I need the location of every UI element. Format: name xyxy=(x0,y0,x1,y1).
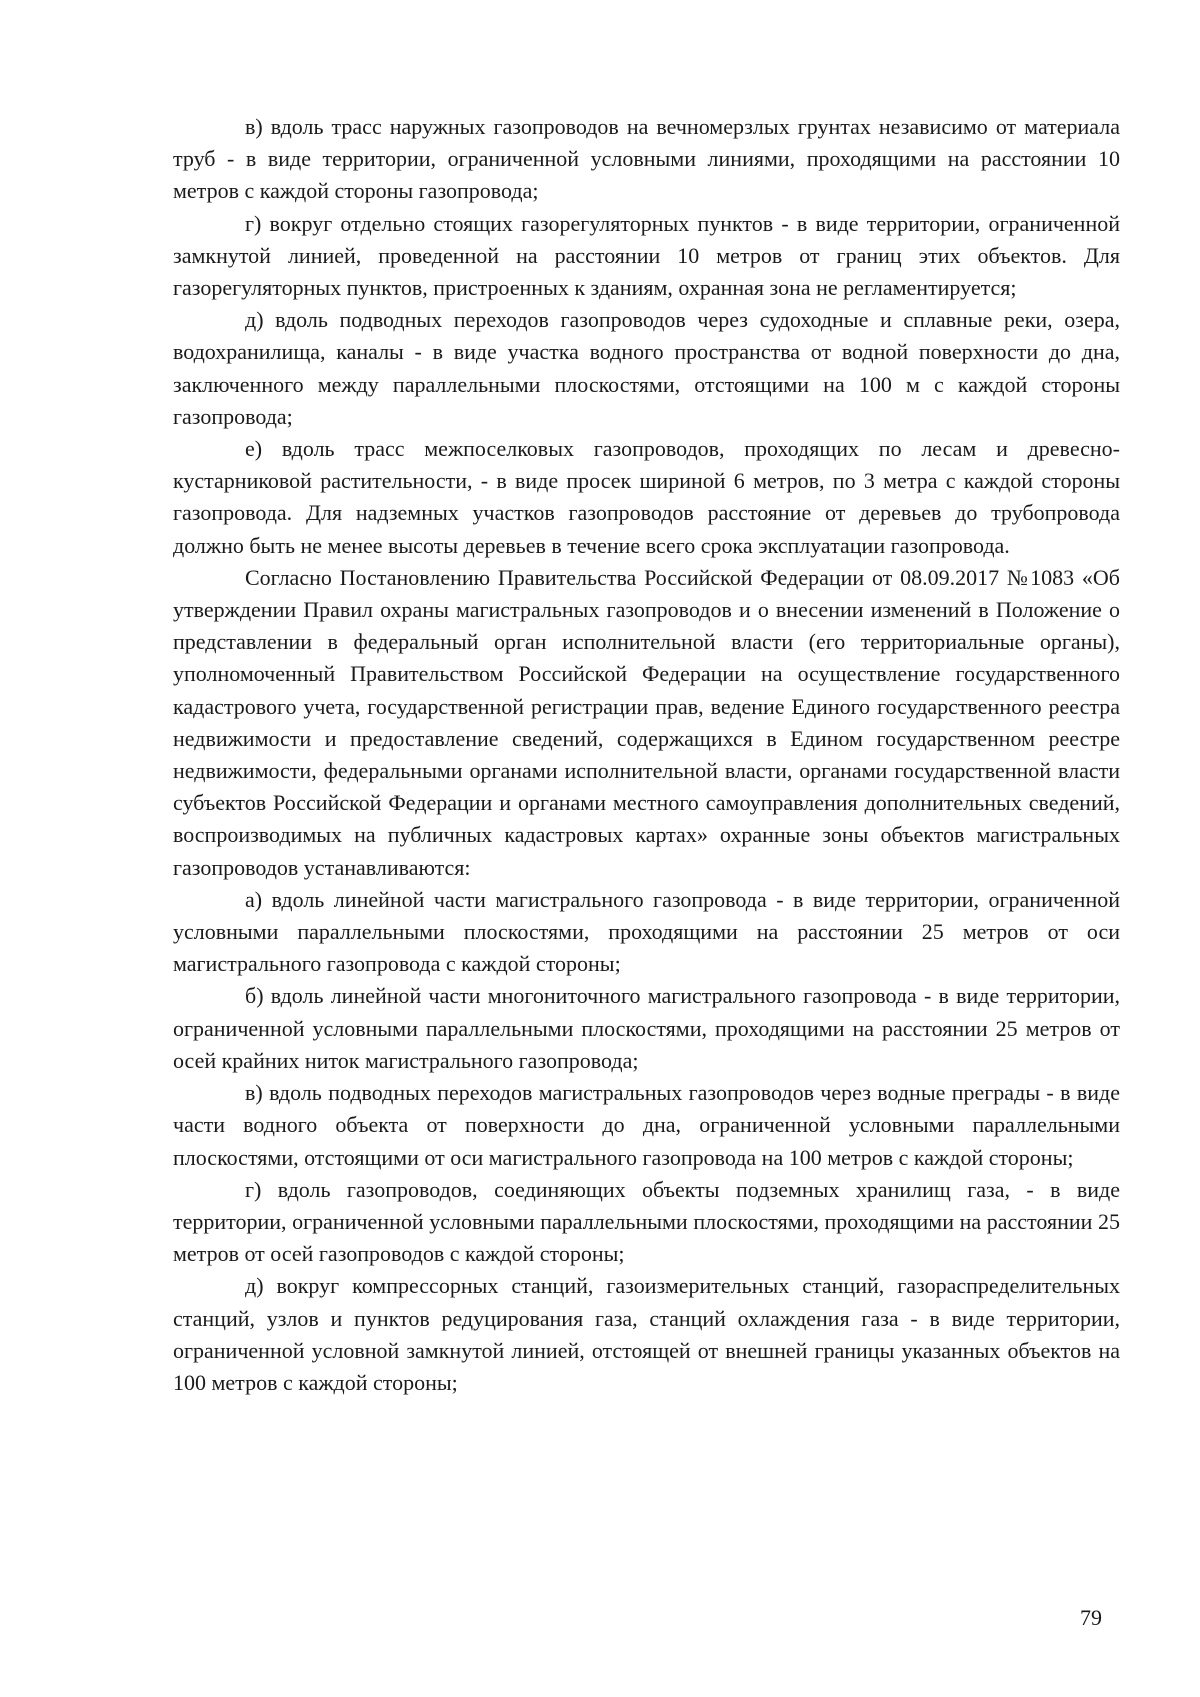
paragraph-e-forest-clearings: е) вдоль трасс межпоселковых газопроводов, проходящих по лесам и древесно-кустарниковой растительности, - в виде просек шириной 6 метров, по 3 метра с каждой стороны газопровода. Для надземных участков газопроводов расстояние от деревьев до трубопровода должно быть не менее высоты деревьев в течение всего срока эксплуатации газопровода. xyxy=(173,436,1120,558)
paragraph-government-decree: Согласно Постановлению Правительства Российской Федерации от 08.09.2017 №1083 «Об утверждении Правил охраны магистральных газопроводов и о внесении изменений в Положение о представлении в федеральный орган исполнительной власти (его территориальные органы), уполномоченный Правительством Российской Федерации на осуществление государственного кадастрового учета, государственной регистрации прав, ведение Единого государственного реестра недвижимости и предоставление сведений, содержащихся в Едином государственном реестре недвижимости, федеральными органами исполнительной власти, органами государственной власти субъектов Российской Федерации и органами местного самоуправления дополнительных сведений, воспроизводимых на публичных кадастровых картах» охранные зоны объектов магистральных газопроводов устанавливаются: xyxy=(173,564,1120,880)
page-number: 79 xyxy=(1080,1605,1102,1630)
paragraph-g-storage-facilities: г) вдоль газопроводов, соединяющих объекты подземных хранилищ газа, - в виде территории, ограниченной условными параллельными плоскостями, проходящими на расстоянии 25 метров от осей газопроводов с каждой стороны; xyxy=(173,1176,1120,1267)
paragraph-g-regulator-points: г) вокруг отдельно стоящих газорегуляторных пунктов - в виде территории, ограниченной замкнутой линией, проведенной на расстоянии 10 метров от границ этих объектов. Для газорегуляторных пунктов, пристроенных к зданиям, охранная зона не регламентируется; xyxy=(173,210,1120,301)
paragraph-v-permafrost: в) вдоль трасс наружных газопроводов на вечномерзлых грунтах независимо от материала труб - в виде территории, ограниченной условными линиями, проходящими на расстоянии 10 метров с каждой стороны газопровода; xyxy=(173,114,1120,204)
paragraph-v-water-barriers: в) вдоль подводных переходов магистральных газопроводов через водные преграды - в виде части водного объекта от поверхности до дна, ограниченной условными параллельными плоскостями, отстоящими от оси магистрального газопровода на 100 метров с каждой стороны; xyxy=(173,1080,1120,1170)
paragraph-d-compressor-stations: д) вокруг компрессорных станций, газоизмерительных станций, газораспределительных станций, узлов и пунктов редуцирования газа, станций охлаждения газа - в виде территории, ограниченной условной замкнутой линией, отстоящей от внешней границы указанных объектов на 100 метров с каждой стороны; xyxy=(173,1273,1120,1395)
paragraph-d-underwater-crossings: д) вдоль подводных переходов газопроводов через судоходные и сплавные реки, озера, водохранилища, каналы - в виде участка водного пространства от водной поверхности до дна, заключенного между параллельными плоскостями, отстоящими на 100 м с каждой стороны газопровода; xyxy=(173,307,1120,429)
document-body xyxy=(173,111,1120,1399)
paragraph-a-linear-part: а) вдоль линейной части магистрального газопровода - в виде территории, ограниченной условными параллельными плоскостями, проходящими на расстоянии 25 метров от оси магистрального газопровода с каждой стороны; xyxy=(173,886,1120,977)
paragraph-b-multi-line: б) вдоль линейной части многониточного магистрального газопровода - в виде территории, ограниченной условными параллельными плоскостями, проходящими на расстоянии 25 метров от осей крайних ниток магистрального газопровода; xyxy=(173,983,1120,1073)
